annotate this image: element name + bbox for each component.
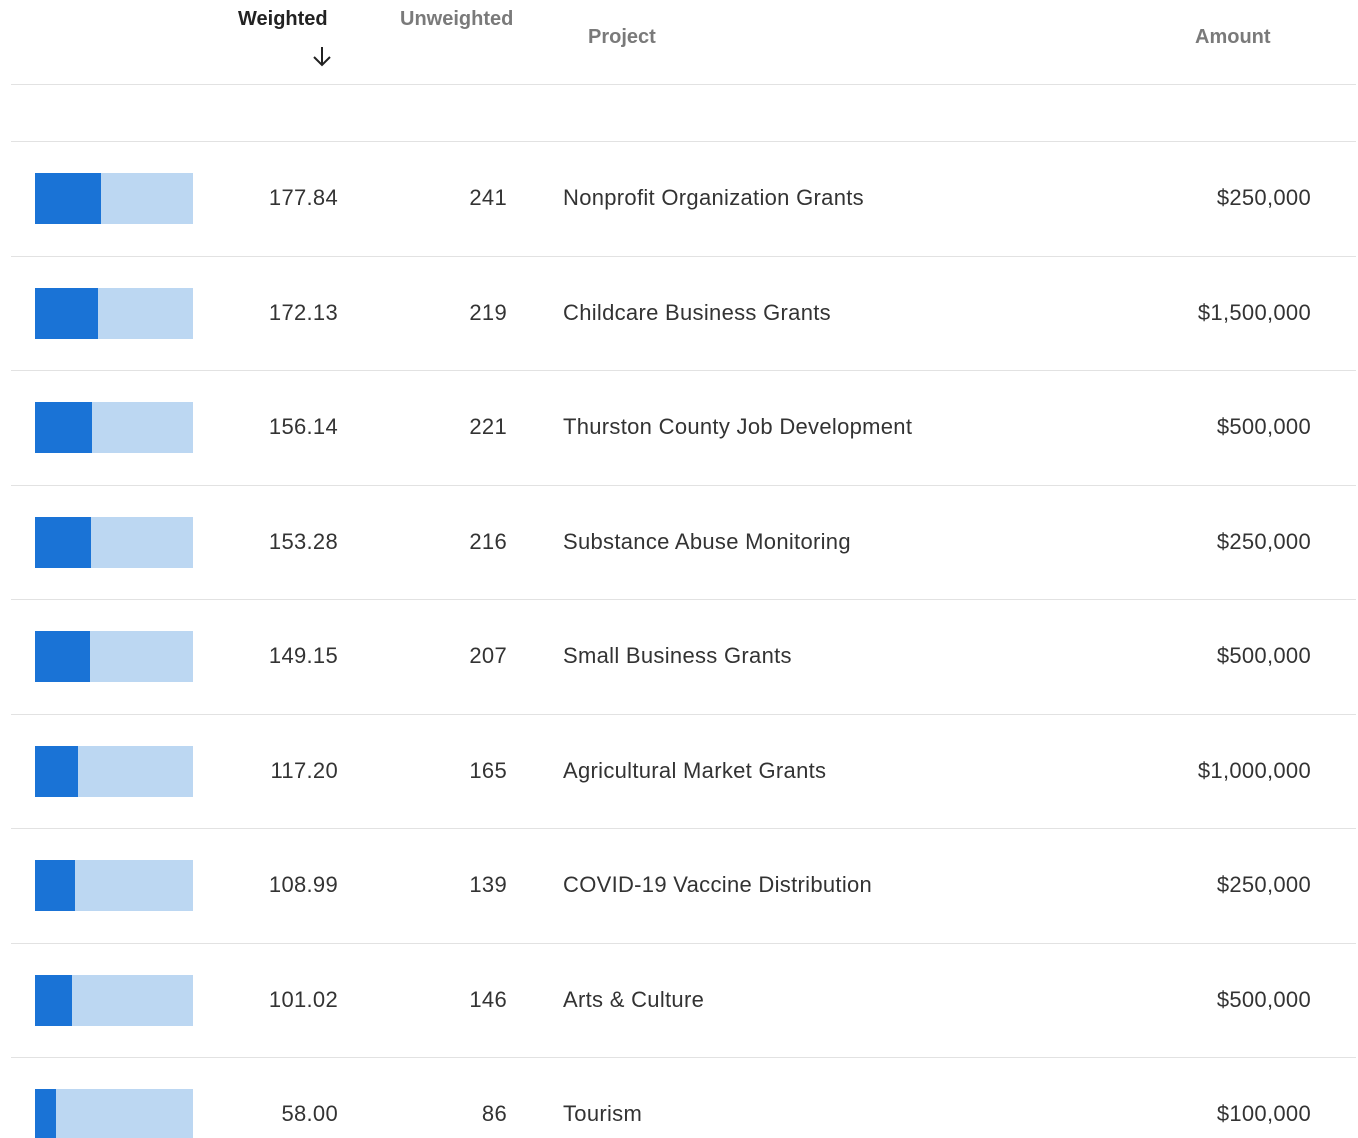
score-bar-fill	[35, 631, 90, 682]
table-row[interactable]	[11, 486, 1356, 601]
unweighted-score: 221	[469, 414, 507, 439]
arrow-down-icon[interactable]	[311, 44, 333, 68]
score-bar-fill	[35, 288, 98, 339]
unweighted-score: 241	[469, 185, 507, 210]
score-bar	[35, 975, 193, 1026]
table-row[interactable]	[11, 257, 1356, 372]
project-name: COVID-19 Vaccine Distribution	[563, 872, 873, 897]
score-bar	[35, 746, 193, 797]
weighted-score: 101.02	[268, 986, 338, 1012]
weighted-score: 117.20	[270, 757, 338, 783]
project-name: Thurston County Job Development	[563, 414, 913, 439]
amount-column-header[interactable]: Amount	[1195, 26, 1271, 48]
score-bar	[35, 288, 193, 339]
project-name: Arts & Culture	[563, 986, 705, 1012]
project-name: Small Business Grants	[563, 643, 792, 668]
weighted-score: 58.00	[281, 1101, 338, 1126]
score-bar-fill	[35, 173, 101, 224]
score-bar-fill	[35, 1089, 56, 1138]
project-amount: $250,000	[1216, 528, 1311, 554]
project-column-header[interactable]: Project	[588, 26, 656, 48]
weighted-score: 149.15	[268, 643, 338, 668]
project-name: Substance Abuse Monitoring	[563, 528, 851, 554]
score-bar-fill	[35, 975, 72, 1026]
score-bar-fill	[35, 746, 78, 797]
score-bar	[35, 860, 193, 911]
project-name: Childcare Business Grants	[563, 299, 831, 325]
unweighted-score: 165	[469, 757, 507, 783]
project-amount: $1,500,000	[1197, 299, 1311, 325]
table-body	[11, 142, 1356, 1138]
table-row[interactable]	[11, 829, 1356, 944]
table-row[interactable]	[11, 1058, 1356, 1138]
project-name: Tourism	[563, 1101, 643, 1126]
table-row[interactable]	[11, 600, 1356, 715]
project-amount: $1,000,000	[1197, 757, 1311, 783]
project-amount: $250,000	[1216, 185, 1311, 210]
weighted-column-header[interactable]: Weighted	[238, 8, 328, 30]
score-bar	[35, 631, 193, 682]
table-header	[11, 0, 1356, 85]
project-amount: $100,000	[1216, 1101, 1311, 1126]
weighted-score: 108.99	[268, 872, 338, 897]
unweighted-column-header[interactable]: Unweighted	[400, 8, 514, 30]
unweighted-score: 216	[469, 528, 507, 554]
project-amount: $500,000	[1216, 414, 1311, 439]
project-name: Nonprofit Organization Grants	[563, 185, 864, 210]
score-bar-fill	[35, 402, 92, 453]
table-row[interactable]	[11, 715, 1356, 830]
unweighted-score: 207	[469, 643, 507, 668]
score-bar	[35, 402, 193, 453]
table-row[interactable]	[11, 944, 1356, 1059]
project-amount: $500,000	[1216, 643, 1311, 668]
unweighted-score: 219	[469, 299, 507, 325]
weighted-score: 156.14	[268, 414, 338, 439]
unweighted-score: 139	[469, 872, 507, 897]
project-name: Agricultural Market Grants	[563, 757, 827, 783]
project-amount: $250,000	[1216, 872, 1311, 897]
weighted-score: 153.28	[268, 528, 338, 554]
table-row[interactable]	[11, 142, 1356, 257]
unweighted-score: 86	[481, 1101, 507, 1126]
score-bar	[35, 173, 193, 224]
score-bar-fill	[35, 517, 91, 568]
table-row[interactable]	[11, 371, 1356, 486]
weighted-score: 177.84	[268, 185, 338, 210]
score-bar	[35, 1089, 193, 1138]
score-bar-fill	[35, 860, 75, 911]
unweighted-score: 146	[469, 986, 507, 1012]
score-bar	[35, 517, 193, 568]
project-amount: $500,000	[1216, 986, 1311, 1012]
weighted-score: 172.13	[268, 299, 338, 325]
